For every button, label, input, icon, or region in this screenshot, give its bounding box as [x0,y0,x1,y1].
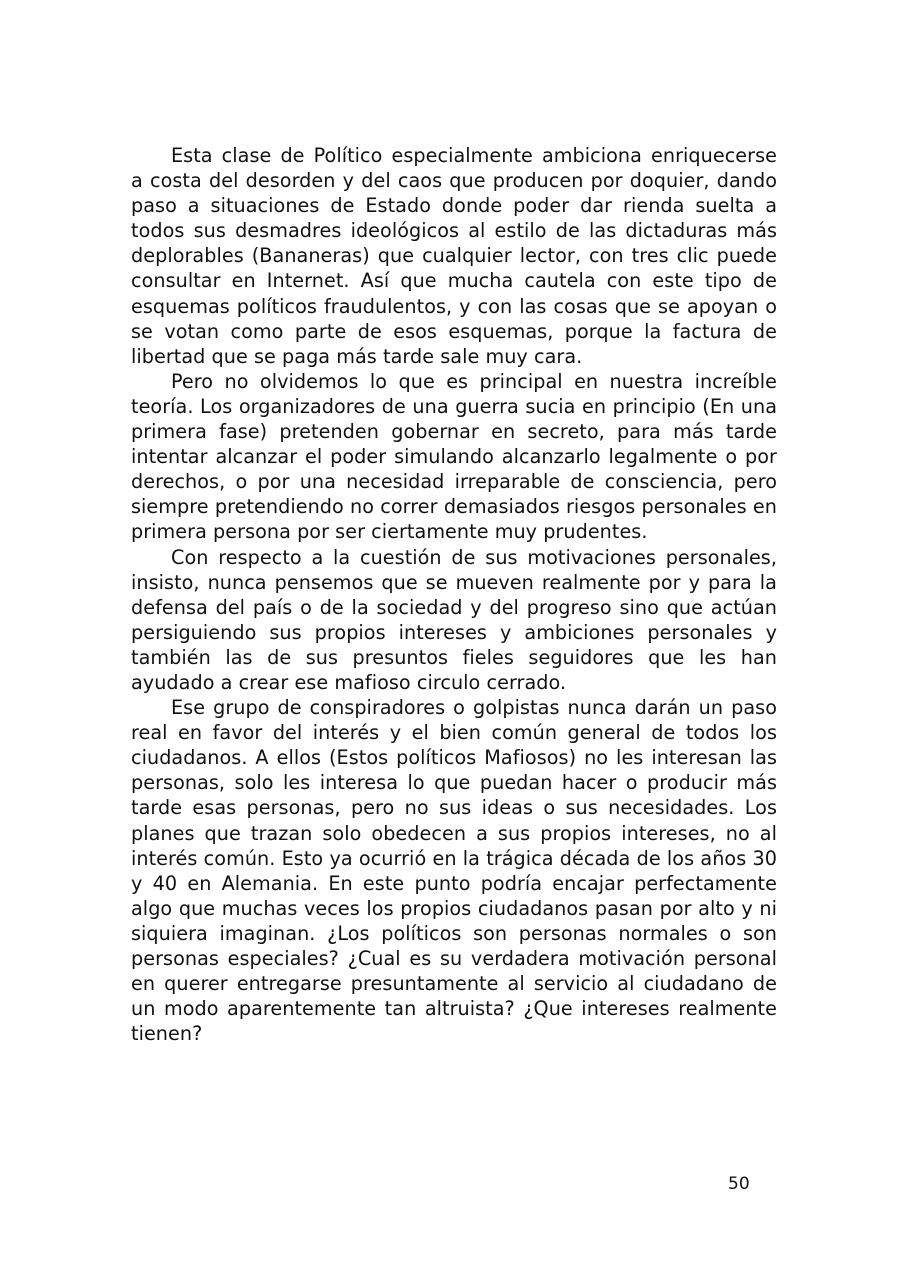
paragraph-3: Con respecto a la cuestión de sus motivaciones personales, insisto, nunca pensemos que se mueven realmente por y para la defensa del país o de la sociedad y del progreso sino que actúan persiguiendo sus propios intereses y ambiciones personales y también las de sus presuntos fieles seguidores que les han ayudado a crear ese mafioso circulo cerrado. [131,545,777,694]
paragraph-2: Pero no olvidemos lo que es principal en nuestra increíble teoría. Los organizadores de una guerra sucia en principio (En una primera fase) pretenden gobernar en secreto, para más tarde intentar alcanzar el poder simulando alcanzarlo legalmente o por derechos, o por una necesidad irreparable de consciencia, pero siempre pretendiendo no correr demasiados riesgos personales en primera persona por ser ciertamente muy prudentes. [131,369,777,544]
body-text [131,143,777,1046]
paragraph-4: Ese grupo de conspiradores o golpistas nunca darán un paso real en favor del interés y el bien común general de todos los ciudadanos. A ellos (Estos políticos Mafiosos) no les interesan las personas, solo les interesa lo que puedan hacer o producir más tarde esas personas, pero no sus ideas o sus necesidades. Los planes que trazan solo obedecen a sus propios intereses, no al interés común. Esto ya ocurrió en la trágica década de los años 30 y 40 en Alemania. En este punto podría encajar perfectamente algo que muchas veces los propios ciudadanos pasan por alto y ni siquiera imaginan. ¿Los políticos son personas normales o son personas especiales? ¿Cual es su verdadera motivación personal en querer entregarse presuntamente al servicio al ciudadano de un modo aparentemente tan altruista? ¿Que intereses realmente tienen? [131,696,777,1046]
paragraph-1: Esta clase de Político especialmente ambiciona enriquecerse a costa del desorden y del caos que producen por doquier, dando paso a situaciones de Estado donde poder dar rienda suelta a todos sus desmadres ideológicos al estilo de las dictaduras más deplorables (Bananeras) que cualquier lector, con tres clic puede consultar en Internet. Así que mucha cautela con este tipo de esquemas políticos fraudulentos, y con las cosas que se apoyan o se votan como parte de esos esquemas, porque la factura de libertad que se paga más tarde sale muy cara. [131,144,777,368]
page-number: 50 [728,1174,750,1194]
